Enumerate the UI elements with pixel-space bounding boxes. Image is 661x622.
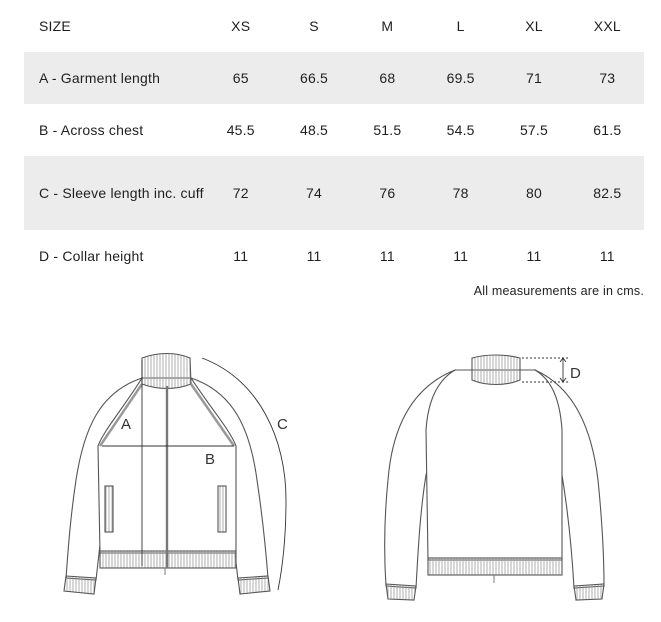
row-label: A - Garment length bbox=[24, 52, 204, 104]
label-a: A bbox=[121, 416, 132, 433]
table-cell: 82.5 bbox=[571, 156, 644, 230]
table-cell: 48.5 bbox=[300, 122, 329, 138]
table-row bbox=[24, 52, 644, 104]
measurement-note: All measurements are in cms. bbox=[473, 284, 644, 298]
header-s: S bbox=[309, 18, 319, 34]
table-cell: 69.5 bbox=[424, 52, 497, 104]
table-cell: 57.5 bbox=[519, 122, 548, 138]
header-m: M bbox=[381, 18, 394, 34]
table-cell: 11 bbox=[306, 248, 322, 264]
jacket-measurement-diagram bbox=[0, 310, 661, 610]
front-jacket-illustration bbox=[64, 354, 270, 595]
table-cell: 71 bbox=[497, 52, 570, 104]
table-cell: 68 bbox=[351, 52, 424, 104]
table-cell: 11 bbox=[526, 248, 542, 264]
table-cell: 80 bbox=[497, 156, 570, 230]
table-cell: 76 bbox=[351, 156, 424, 230]
table-cell: 74 bbox=[277, 156, 350, 230]
table-cell: 54.5 bbox=[446, 122, 475, 138]
header-size: SIZE bbox=[39, 18, 71, 34]
table-cell: 66.5 bbox=[277, 52, 350, 104]
label-b: B bbox=[205, 451, 216, 468]
table-cell: 78 bbox=[424, 156, 497, 230]
size-chart-table bbox=[24, 0, 644, 282]
header-xs: XS bbox=[231, 18, 251, 34]
table-cell: 51.5 bbox=[373, 122, 402, 138]
row-label: D - Collar height bbox=[39, 248, 144, 264]
table-cell: 11 bbox=[379, 248, 395, 264]
table-cell: 72 bbox=[204, 156, 277, 230]
table-cell: 65 bbox=[204, 52, 277, 104]
back-jacket-illustration bbox=[385, 355, 604, 600]
table-cell: 11 bbox=[453, 248, 469, 264]
label-d: D bbox=[570, 365, 581, 382]
table-cell: 11 bbox=[599, 248, 615, 264]
table-cell: 73 bbox=[571, 52, 644, 104]
row-label: B - Across chest bbox=[39, 122, 144, 138]
table-cell: 61.5 bbox=[593, 122, 622, 138]
table-row bbox=[24, 156, 644, 230]
table-header-row bbox=[24, 0, 644, 52]
row-label: C - Sleeve length inc. cuff bbox=[24, 156, 204, 230]
table-cell: 45.5 bbox=[226, 122, 255, 138]
table-row bbox=[24, 104, 644, 156]
header-xxl: XXL bbox=[593, 18, 621, 34]
table-row bbox=[24, 230, 644, 282]
header-l: L bbox=[456, 18, 465, 34]
header-xl: XL bbox=[525, 18, 543, 34]
table-cell: 11 bbox=[233, 248, 249, 264]
label-c: C bbox=[277, 416, 288, 433]
